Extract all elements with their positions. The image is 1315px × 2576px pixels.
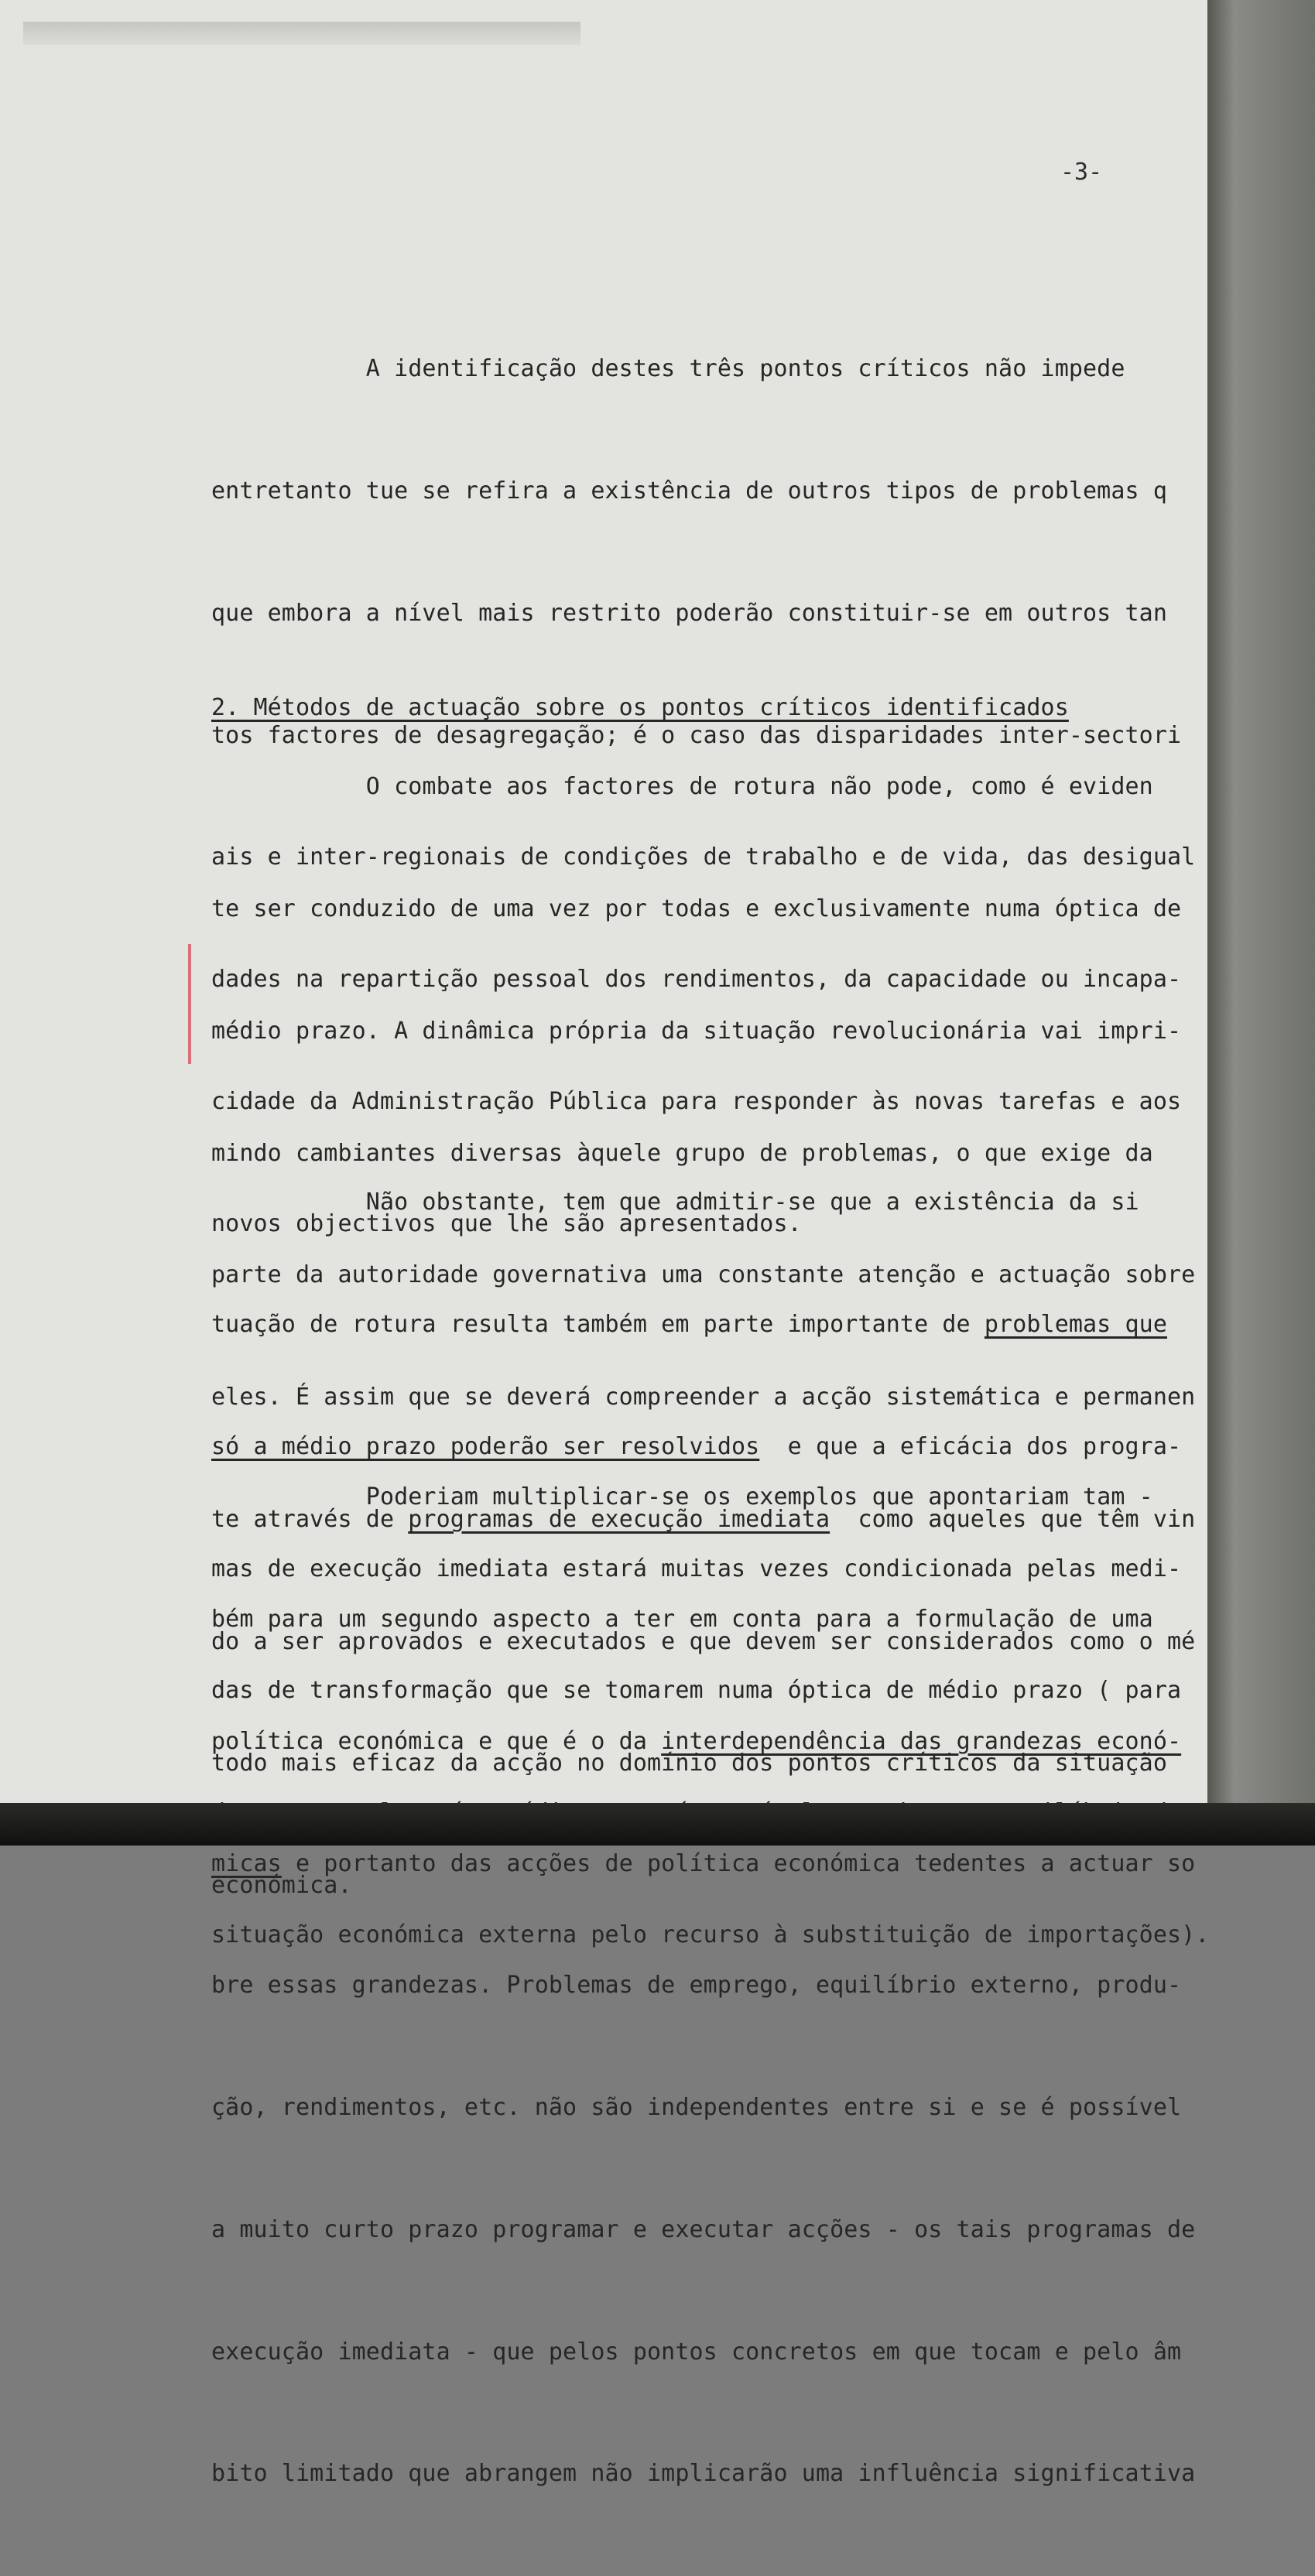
text-line: que embora a nível mais restrito poderão constituir-se em outros tan (211, 599, 1167, 627)
text-line: entretanto tue se refira a existência de outros tipos de problemas q (211, 477, 1167, 505)
text-fragment: tuação de rotura resulta também em parte importante de (211, 1310, 985, 1338)
text-line: bre essas grandezas. Problemas de emprego, equilíbrio externo, produ- (211, 1972, 1182, 2000)
text-line: parte da autoridade governativa uma constante atenção e actuação sobre (211, 1261, 1196, 1289)
text-line: tos factores de desagregação; é o caso das disparidades inter-sectori (211, 721, 1182, 749)
text-line: das de transformação que se tomarem numa óptica de médio prazo ( para (211, 1677, 1182, 1705)
text-line: todo mais eficaz da acção no domínio dos pontos críticos da situação (211, 1750, 1167, 1777)
text-line: económica. (211, 1872, 352, 1900)
text-line: A identificação destes três pontos críticos não impede (211, 355, 1125, 383)
tape-strip (23, 22, 580, 45)
text-line: eles. É assim que se deverá compreender a acção sistemática e permanen (211, 1384, 1196, 1411)
text-line: ção, rendimentos, etc. não são independentes entre si e se é possível (211, 2094, 1182, 2122)
text-line: mas de execução imediata estará muitas vezes condicionada pelas medi- (211, 1555, 1182, 1582)
text-line (211, 1305, 1202, 1346)
text-line: cidade da Administração Pública para responder às novas tarefas e aos (211, 1087, 1182, 1115)
scan-edge-right (1207, 0, 1315, 1846)
text-line (211, 1722, 1202, 1763)
text-line: te ser conduzido de uma vez por todas e exclusivamente numa óptica de (211, 895, 1182, 922)
underlined-phrase: programas de execução imediata (408, 1505, 830, 1533)
red-margin-mark (188, 944, 191, 1064)
underlined-phrase: problemas que (984, 1310, 1167, 1338)
text-fragment: como aqueles que têm vin (830, 1505, 1196, 1533)
text-fragment: política económica e que é o da (211, 1727, 662, 1755)
text-line: ais e inter-regionais de condições de trabalho e de vida, das desigual (211, 843, 1196, 871)
heading-text: 2. Métodos de actuação sobre os pontos críticos identificados (211, 694, 1069, 722)
text-fragment: e que a eficácia dos progra- (759, 1432, 1182, 1460)
text-fragment: e portanto das acções de política económica tedentes a actuar so (281, 1849, 1196, 1877)
text-line: médio prazo. A dinâmica própria da situação revolucionária vai impri- (211, 1017, 1182, 1045)
text-line: a muito curto prazo programar e executar acções - os tais programas de (211, 2215, 1196, 2243)
text-line: bém para um segundo aspecto a ter em conta para a formulação de uma (211, 1605, 1153, 1633)
paragraph-4 (211, 1396, 1210, 2576)
text-line: novos objectivos que lhe são apresentados. (211, 1209, 802, 1237)
text-line: do a ser aprovados e executados e que devem ser considerados como o mé (211, 1627, 1196, 1655)
page-number: -3- (1060, 159, 1103, 186)
text-line: dades na repartição pessoal dos rendimentos, da capacidade ou incapa- (211, 966, 1182, 994)
text-line: execução imediata - que pelos pontos concretos em que tocam e pelo âm (211, 2338, 1182, 2366)
text-line (211, 1844, 1202, 1885)
underlined-phrase: micas (211, 1849, 282, 1877)
text-line: bito limitado que abrangem não implicarão uma influência significativa (211, 2460, 1196, 2488)
text-fragment: te através de (211, 1505, 409, 1533)
text-line: Não obstante, tem que admitir-se que a existência da si (211, 1189, 1139, 1216)
text-line: O combate aos factores de rotura não pode, como é eviden (211, 773, 1153, 801)
text-line: situação económica externa pelo recurso à substituição de importações). (211, 1921, 1210, 1948)
text-line: mindo cambiantes diversas àquele grupo de problemas, o que exige da (211, 1139, 1153, 1167)
underlined-phrase: interdependência das grandezas econó- (661, 1727, 1182, 1755)
scan-edge-bottom (0, 1803, 1315, 1846)
text-line: Poderiam multiplicar-se os exemplos que apontariam tam - (211, 1483, 1153, 1511)
underlined-phrase: só a médio prazo poderão ser resolvidos (211, 1432, 760, 1460)
